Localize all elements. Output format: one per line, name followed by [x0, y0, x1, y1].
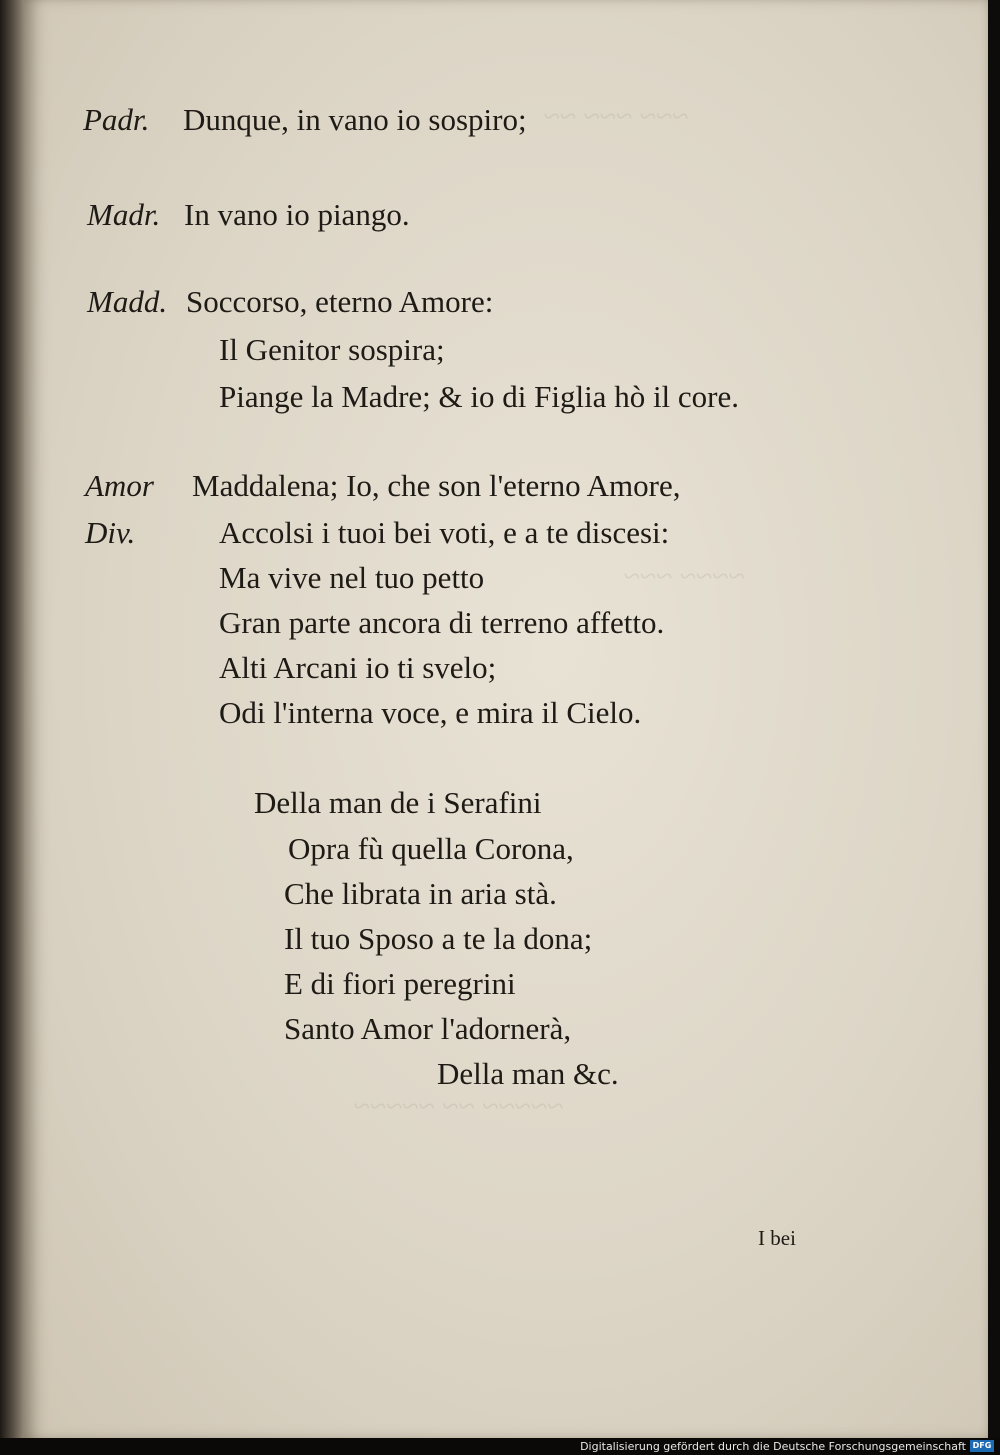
speaker-label: Padr.: [83, 102, 150, 137]
aria-line: Il tuo Sposo a te la dona;: [284, 921, 593, 956]
aria-line: Santo Amor l'adornerà,: [284, 1011, 572, 1046]
book-page: [24, 0, 988, 1438]
aria-line: Che librata in aria stà.: [284, 876, 557, 911]
aria-refrain: Della man &c.: [437, 1056, 619, 1091]
bleed-through: ~~~ ~~~ ~~: [544, 100, 689, 133]
verse-line: Piange la Madre; & io di Figlia hò il core.: [219, 379, 740, 414]
speaker-label: Madd.: [87, 284, 168, 319]
verse-line: In vano io piango.: [184, 197, 410, 232]
speaker-label: Amor: [85, 468, 154, 503]
verse-line: Dunque, in vano io sospiro;: [183, 102, 527, 137]
catchword: I bei: [758, 1226, 796, 1250]
verse-line: Gran parte ancora di terreno affetto.: [219, 605, 665, 640]
verse-line: Maddalena; Io, che son l'eterno Amore,: [192, 468, 681, 503]
speaker-label: Div.: [85, 515, 136, 550]
verse-line: Il Genitor sospira;: [219, 332, 445, 367]
aria-line: Della man de i Serafini: [254, 785, 542, 820]
verse-line: Accolsi i tuoi bei voti, e a te discesi:: [219, 515, 670, 550]
speaker-label: Madr.: [87, 197, 161, 232]
digitization-credit: Digitalisierung gefördert durch die Deutsche Forschungsgemeinschaft: [580, 1440, 966, 1453]
bleed-through: ~~~~ ~~~: [624, 560, 746, 593]
verse-line: Alti Arcani io ti svelo;: [219, 650, 497, 685]
bleed-through: ~~~~~ ~~ ~~~~~: [354, 1090, 564, 1123]
aria-line: E di fiori peregrini: [284, 966, 516, 1001]
verse-line: Soccorso, eterno Amore:: [186, 284, 494, 319]
verse-line: Ma vive nel tuo petto: [219, 560, 485, 595]
verse-line: Odi l'interna voce, e mira il Cielo.: [219, 695, 642, 730]
dfg-logo: DFG: [970, 1440, 994, 1452]
aria-line: Opra fù quella Corona,: [288, 831, 574, 866]
